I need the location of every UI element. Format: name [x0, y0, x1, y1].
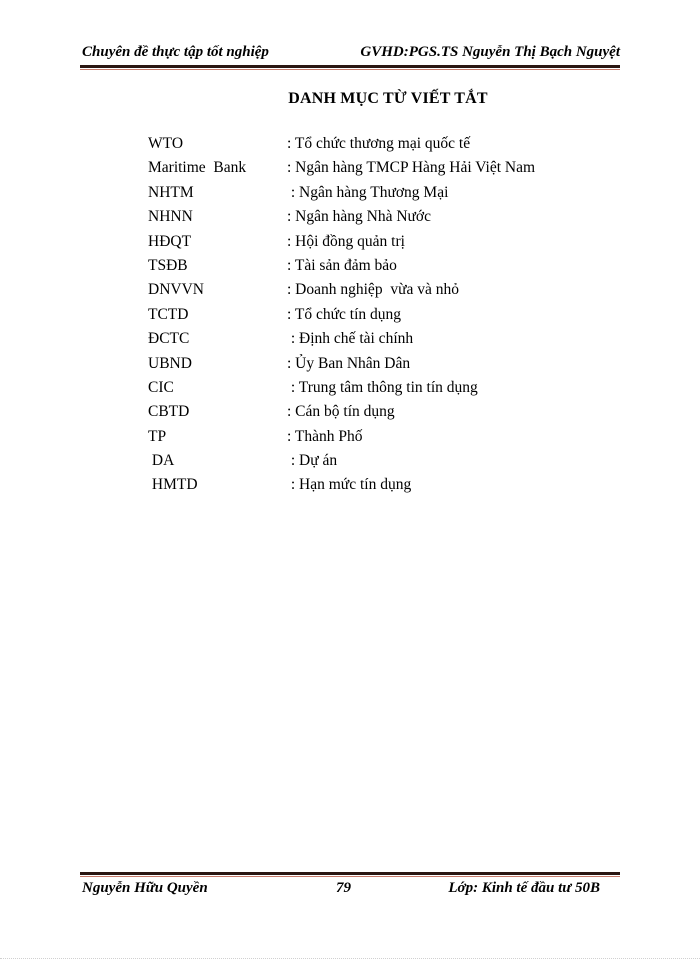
abbreviation-row [0, 355, 700, 379]
abbreviation-definition: : Hạn mức tín dụng [287, 476, 412, 494]
abbreviation-row [0, 233, 700, 257]
page-edge-divider [0, 958, 700, 959]
abbreviation-row [0, 135, 700, 159]
abbreviation-term: TP [148, 427, 167, 445]
abbreviation-term: NHTM [148, 183, 194, 201]
abbreviation-term: UBND [148, 354, 192, 372]
abbreviation-row [0, 208, 700, 232]
abbreviation-term: CIC [148, 378, 174, 396]
abbreviation-definition: : Cán bộ tín dụng [287, 403, 395, 421]
abbreviation-row [0, 306, 700, 330]
footer-rule [80, 872, 620, 877]
abbreviation-row [0, 330, 700, 354]
abbreviation-row [0, 428, 700, 452]
abbreviation-row [0, 159, 700, 183]
abbreviation-definition: : Doanh nghiệp vừa và nhỏ [287, 281, 459, 299]
abbreviation-definition: : Thành Phố [287, 427, 363, 445]
abbreviation-row [0, 379, 700, 403]
abbreviation-row [0, 476, 700, 500]
page-title: DANH MỤC TỪ VIẾT TẮT [288, 90, 488, 107]
abbreviation-term: WTO [148, 135, 184, 152]
abbreviation-term: DNVVN [148, 281, 204, 299]
abbreviation-term: NHNN [148, 208, 193, 226]
header-right-text: GVHD:PGS.TS Nguyễn Thị Bạch Nguyệt [360, 44, 620, 60]
abbreviation-definition: : Tài sản đảm bảo [287, 256, 397, 274]
abbreviation-term: TCTD [148, 305, 189, 323]
footer-author: Nguyễn Hữu Quyền [82, 880, 208, 896]
abbreviation-definition: : Định chế tài chính [287, 330, 414, 348]
abbreviation-row [0, 452, 700, 476]
page-header [82, 44, 620, 61]
abbreviation-definition: : Hội đồng quản trị [287, 232, 405, 250]
abbreviation-definition: : Ngân hàng Nhà Nước [287, 208, 432, 226]
footer-class: Lớp: Kinh tế đầu tư 50B [448, 880, 600, 896]
page-number: 79 [336, 880, 351, 896]
header-rule [80, 65, 620, 70]
abbreviation-definition: : Tổ chức thương mại quốc tế [287, 135, 471, 152]
abbreviation-definition: : Trung tâm thông tin tín dụng [287, 378, 478, 396]
page-footer [82, 880, 600, 902]
abbreviation-definition: : Dự án [287, 452, 338, 470]
abbreviation-definition: : Tổ chức tín dụng [287, 305, 402, 323]
abbreviation-term: DA [148, 452, 175, 470]
abbreviation-term: CBTD [148, 403, 190, 421]
abbreviation-row [0, 257, 700, 281]
abbreviation-term: ĐCTC [148, 330, 190, 348]
abbreviation-definition: : Ngân hàng TMCP Hàng Hải Việt Nam [287, 159, 536, 177]
abbreviation-list [0, 135, 700, 501]
abbreviation-term: TSĐB [148, 256, 188, 274]
abbreviation-definition: : Ngân hàng Thương Mại [287, 183, 449, 201]
abbreviation-row [0, 281, 700, 305]
abbreviation-row [0, 184, 700, 208]
abbreviation-term: Maritime Bank [148, 159, 247, 177]
abbreviation-definition: : Ủy Ban Nhân Dân [287, 354, 411, 372]
abbreviation-term: HĐQT [148, 232, 192, 250]
abbreviation-row [0, 403, 700, 427]
header-left-text: Chuyên đề thực tập tốt nghiệp [82, 44, 269, 60]
abbreviation-term: HMTD [148, 476, 198, 494]
